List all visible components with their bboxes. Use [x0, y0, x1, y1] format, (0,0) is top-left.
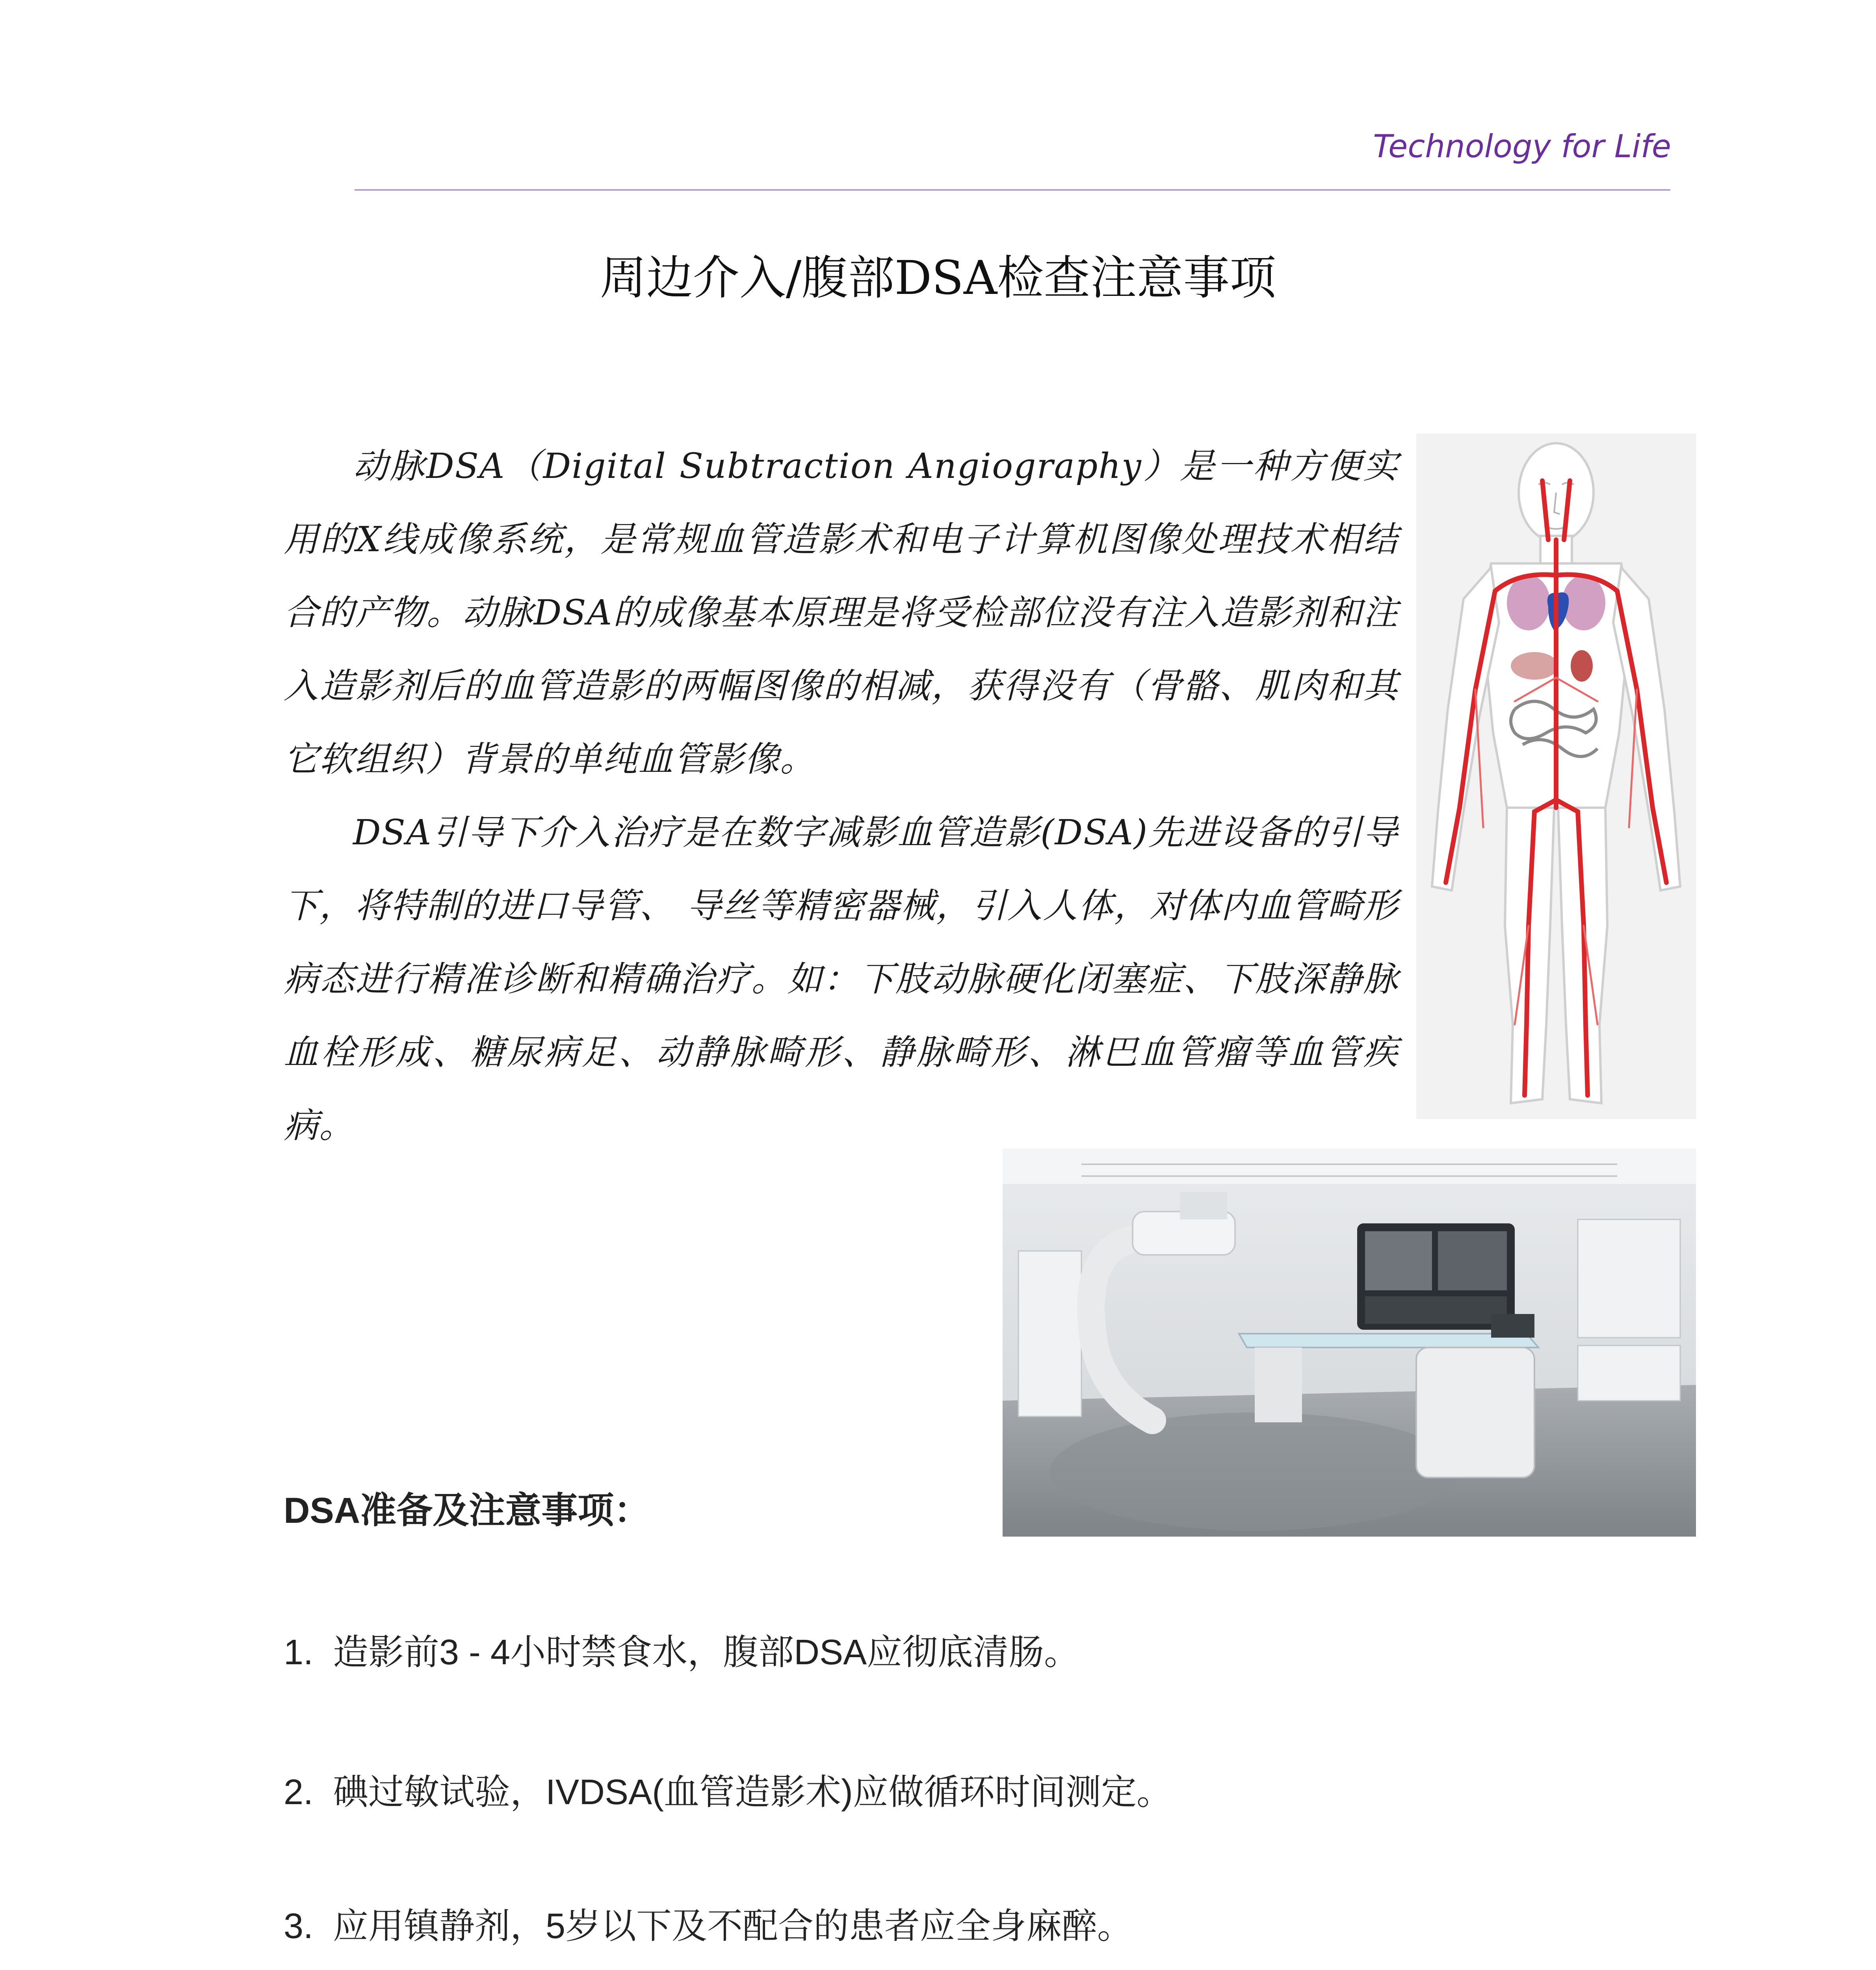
list-item-number: 2. — [284, 1773, 314, 1812]
circulatory-system-illustration — [1416, 433, 1696, 1119]
kidney — [1571, 650, 1593, 682]
preparation-heading: DSA准备及注意事项： — [284, 1491, 650, 1531]
monitor-screen — [1365, 1231, 1432, 1290]
dsa-room-photo — [1003, 1149, 1696, 1537]
table-pedestal — [1416, 1347, 1534, 1478]
intro-paragraph: DSA引导下介入治疗是在数字减影血管造影(DSA)先进设备的引导下，将特制的进口导管、 导丝等精密器械，引入人体，对体内血管畸形病态进行精准诊断和精确治疗。如：下肢动脉硬化闭塞症、下肢深静脉血栓形成、糖尿病足、动静脉畸形、静脉畸形、淋巴血管瘤等血管疾病。 — [284, 812, 1399, 1146]
document-title: 周边介入/腹部DSA检查注意事项 — [600, 251, 1276, 305]
header-brand-text: Technology for Life — [1373, 128, 1671, 165]
ceiling — [1003, 1149, 1696, 1184]
monitor-screen — [1365, 1296, 1507, 1324]
control-panel — [1491, 1314, 1534, 1338]
human-body-figure — [1416, 433, 1696, 1119]
list-item-text: 造影前3 - 4小时禁食水，腹部DSA应彻底清肠。 — [333, 1633, 1080, 1672]
list-item-number: 1. — [284, 1633, 314, 1672]
header-divider — [355, 189, 1670, 191]
list-item-text: 应用镇静剂，5岁以下及不配合的患者应全身麻醉。 — [333, 1907, 1133, 1946]
angiography-room-illustration — [1003, 1149, 1696, 1537]
intro-text — [284, 429, 1399, 1162]
list-item — [284, 1623, 1079, 1674]
list-item-text: 碘过敏试验，IVDSA(血管造影术)应做循环时间测定。 — [333, 1773, 1172, 1812]
table-support — [1255, 1347, 1302, 1422]
monitor-screen — [1438, 1231, 1507, 1290]
floor-shadow — [1050, 1412, 1460, 1531]
liver — [1511, 652, 1558, 680]
list-item-number: 3. — [284, 1907, 314, 1946]
intro-paragraph: 动脉DSA（Digital Subtraction Angiography）是一种方便实用的X线成像系统，是常规血管造影术和电子计算机图像处理技术相结合的产物。动脉DSA的成像基本原理是将受检部位没有注入造影剂和注入造影剂后的血管造影的两幅图像的相减，获得没有（骨骼、肌肉和其它软组织）背景的单纯血管影像。 — [284, 446, 1399, 779]
list-item — [284, 1897, 1133, 1948]
ceiling-mount — [1180, 1192, 1227, 1219]
list-item — [284, 1763, 1172, 1814]
